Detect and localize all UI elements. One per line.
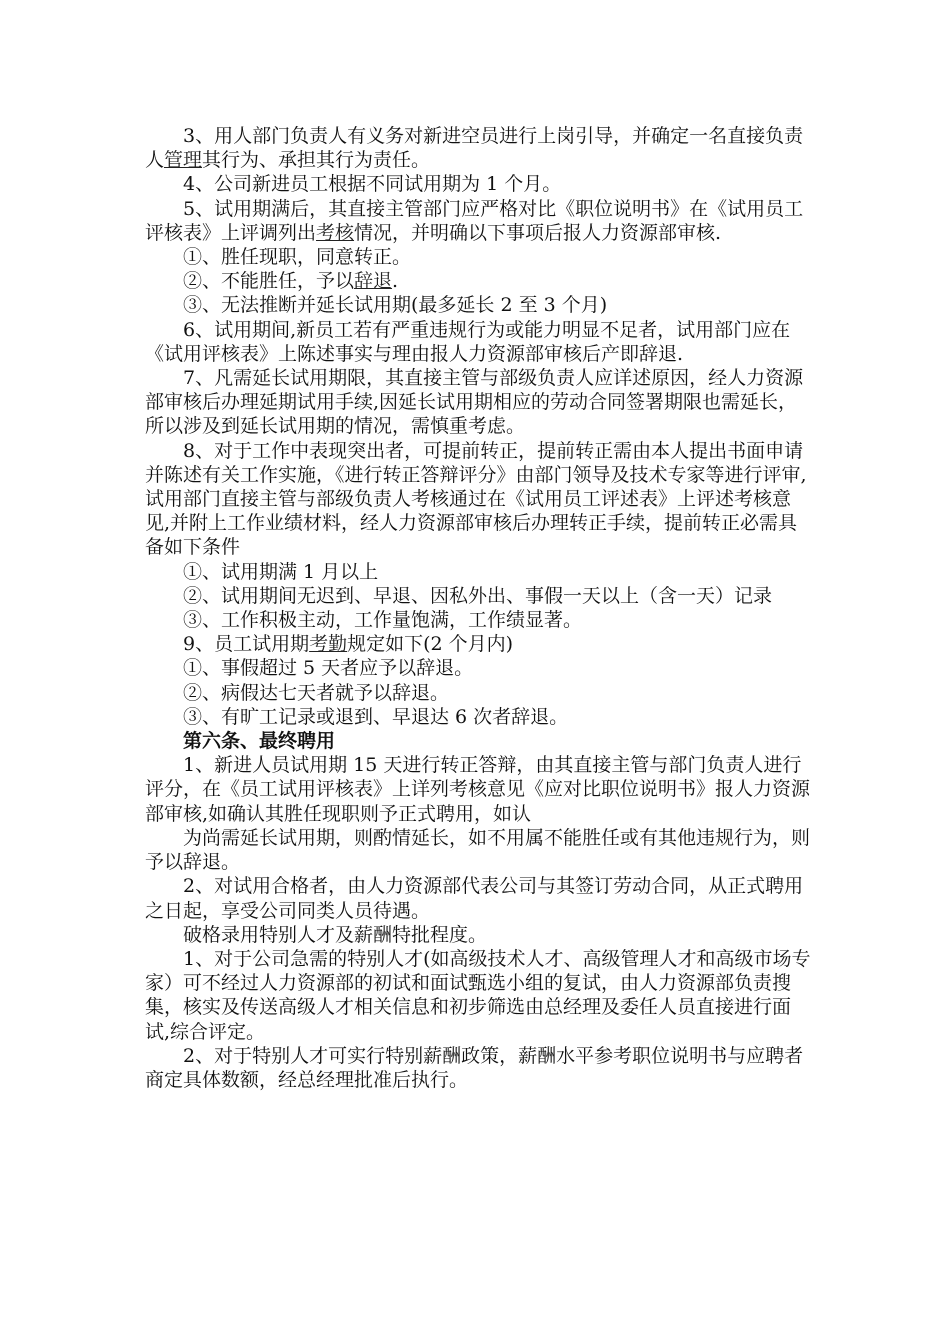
list-item: ③、无法推断并延长试用期(最多延长 2 至 3 个月) (183, 294, 608, 317)
list-item: ②、病假达七天者就予以辞退。 (183, 681, 450, 704)
list-item: ①、试用期满 1 月以上 (183, 560, 379, 583)
paragraph-3 (145, 124, 815, 172)
paragraph-5 (145, 197, 815, 245)
list-item: ②、试用期间无迟到、早退、因私外出、事假一天以上（含一天）记录 (183, 584, 773, 607)
paragraph-special-title: 破格录用特别人才及薪酬特批程度。 (183, 923, 488, 946)
link-dismissal[interactable]: 辞退 (354, 270, 393, 293)
paragraph-text: ②、不能胜任，予以 (183, 270, 355, 293)
paragraph-special-2: 2、对于特别人才可实行特别薪酬政策，薪酬水平参考职位说明书与应聘者商定具体数额，经总经理批准后执行。 (145, 1044, 804, 1091)
paragraph-8: 8、对于工作中表现突出者，可提前转正，提前转正需由本人提出书面申请并陈述有关工作实施，《进行转正答辩评分》由部门领导及技术专家等进行评审,试用部门直接主管与部级负责人考核通过在《试用员工评述表》上评述考核意见,并附上工作业绩材料，经人力资源部审核后办理转正手续，提前转正必需具备如下条件 (145, 439, 807, 559)
link-management[interactable]: 管理 (164, 149, 203, 172)
paragraph-hire-1-cont: 为尚需延长试用期，则酌情延长，如不用属不能胜任或有其他违规行为，则予以辞退。 (145, 826, 811, 874)
link-assessment[interactable]: 考核 (316, 221, 355, 244)
paragraph-hire-1: 1、新进人员试用期 15 天进行转正答辩，由其直接主管与部门负责人进行评分，在《员工试用评核表》上详列考核意见《应对比职位说明书》报人力资源部审核,如确认其胜任现职则予正式聘用，如认 (145, 754, 811, 825)
list-item: ③、工作积极主动，工作量饱满，工作绩显著。 (183, 609, 583, 632)
link-attendance[interactable]: 考勤 (309, 633, 348, 656)
list-item (145, 269, 815, 293)
paragraph-4: 4、公司新进员工根据不同试用期为 1 个月。 (183, 173, 562, 196)
paragraph-text: 规定如下(2 个月内) (347, 633, 514, 656)
paragraph-special-1: 1、对于公司急需的特别人才(如高级技术人才、高级管理人才和高级市场专家）可不经过人力资源部的初试和面试甄选小组的复试，由人力资源部负责搜集，核实及传送高级人才相关信息和初步筛选由总经理及委任人员直接进行面试,综合评定。 (145, 947, 811, 1043)
paragraph-text: 3、用人部门负责人有义务对新进空员进行上岗引导，并确定一名直接负责人 (145, 125, 804, 172)
paragraph-text: 其行为、承担其行为责任。 (202, 149, 431, 172)
paragraph-hire-2: 2、对试用合格者，由人力资源部代表公司与其签订劳动合同，从正式聘用之日起，享受公司同类人员待遇。 (145, 875, 804, 922)
list-item: ①、事假超过 5 天者应予以辞退。 (183, 657, 474, 680)
section-heading: 第六条、最终聘用 (183, 730, 336, 753)
paragraph-text: 情况，并明确以下事项后报人力资源部审核. (354, 221, 722, 244)
list-item: ①、胜任现职，同意转正。 (183, 246, 412, 269)
paragraph-9 (145, 632, 815, 656)
paragraph-text: 5、试用期满后，其直接主管部门应严格对比《职位说明书》在《试用员工评核表》上评调列出 (145, 197, 804, 244)
list-item: ③、有旷工记录或退到、早退达 6 次者辞退。 (183, 705, 569, 728)
paragraph-6: 6、试用期间,新员工若有严重违规行为或能力明显不足者，试用部门应在《试用评核表》上陈述事实与理由报人力资源部审核后产即辞退. (145, 318, 791, 365)
document-body (145, 124, 815, 1092)
paragraph-7: 7、凡需延长试用期限，其直接主管与部级负责人应详述原因，经人力资源部审核后办理延期试用手续,因延长试用期相应的劳动合同签署期限也需延长，所以涉及到延长试用期的情况，需慎重考虑。 (145, 367, 804, 438)
paragraph-text: . (392, 270, 399, 293)
paragraph-text: 9、员工试用期 (183, 633, 310, 656)
